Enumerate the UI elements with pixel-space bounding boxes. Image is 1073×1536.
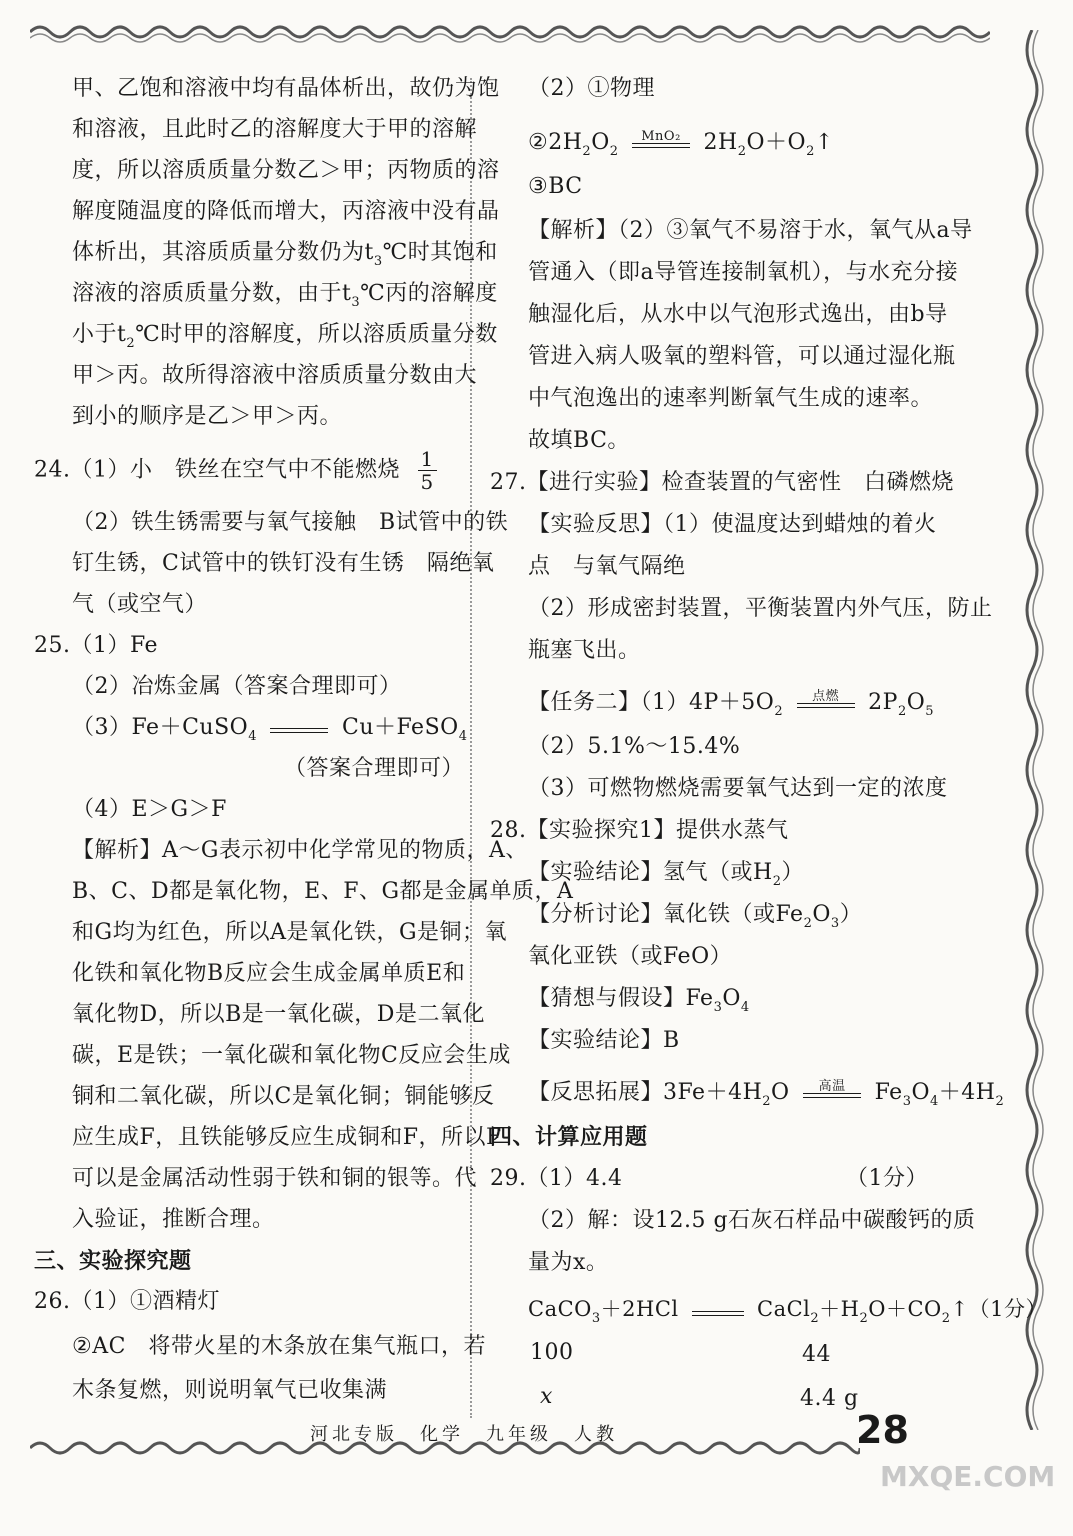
section-heading-4: 四、计算应用题	[490, 1124, 648, 1150]
text-span: Fe	[874, 1080, 903, 1105]
text-span: ℃时甲的溶解度，所以溶质质量分数	[135, 322, 498, 347]
subscript: 2	[126, 336, 136, 351]
equation-line	[528, 1294, 1047, 1328]
text-line: 钉生锈，C试管中的铁钉没有生锈 隔绝氧	[72, 551, 495, 576]
text-line: 木条复燃，则说明氧气已收集满	[72, 1378, 388, 1403]
question-25-line-1: 25.（1）Fe	[34, 633, 159, 658]
text-line	[528, 900, 862, 933]
analysis-line: 应生成F，且铁能够反应生成铜和F，所以F	[72, 1125, 502, 1150]
fraction-denominator: 5	[420, 470, 434, 494]
text-span: O	[911, 1080, 931, 1105]
text-span: ↑	[814, 130, 834, 155]
analysis-line: 化铁和氧化物B反应会生成金属单质E和	[72, 961, 466, 986]
fraction-one-fifth	[418, 448, 437, 493]
text-line: （2）冶炼金属（答案合理即可）	[72, 674, 402, 699]
subscript: 2	[609, 144, 619, 159]
text-span: O＋O	[746, 130, 807, 155]
text-line: ②AC 将带火星的木条放在集气瓶口，若	[72, 1334, 486, 1359]
molar-mass-caco3: 100	[530, 1340, 574, 1365]
text-line	[72, 238, 498, 271]
text-span: 体析出，其溶质质量分数仍为t	[72, 240, 374, 265]
subscript: 4	[740, 1000, 750, 1015]
section-heading-3: 三、实验探究题	[34, 1248, 192, 1274]
text-line: 氧化亚铁（或FeO）	[528, 944, 733, 969]
page-footer: 河北专版 化学 九年级 人教	[310, 1424, 618, 1445]
text-line: 解度随温度的降低而增大，丙溶液中没有晶	[72, 199, 500, 224]
subscript: 2	[737, 144, 747, 159]
molar-mass-co2: 44	[802, 1342, 831, 1367]
text-line: 【实验反思】（1）使温度达到蜡烛的着火	[528, 512, 937, 537]
subscript: 2	[774, 704, 784, 719]
subscript: 2	[803, 916, 813, 931]
points-label: （1分）	[846, 1166, 928, 1191]
subscript: 4	[930, 1094, 939, 1109]
text-line: （2）5.1%～15.4%	[528, 734, 741, 759]
text-line: （4）E＞G＞F	[72, 797, 227, 822]
text-span: O	[906, 690, 926, 715]
condition-label: 点燃	[812, 689, 840, 704]
subscript: 2	[806, 144, 815, 159]
text-line: 甲＞丙。故所得溶液中溶质质量分数由大	[72, 363, 478, 388]
analysis-line: 故填BC。	[528, 428, 630, 453]
subscript: 2	[941, 1311, 951, 1326]
text-span: ＋4H	[938, 1080, 996, 1105]
subscript: 2	[859, 1311, 869, 1326]
equation-line	[528, 128, 834, 161]
subscript: 4	[248, 729, 257, 744]
text-line: （2）形成密封装置，平衡装置内外气压，防止	[528, 596, 993, 621]
subscript: 2	[897, 704, 907, 719]
text-span: CaCl	[757, 1297, 811, 1321]
subscript: 3	[591, 1311, 601, 1326]
text-line: （2）①物理	[528, 76, 655, 101]
text-span: ＋2HCl	[600, 1297, 679, 1321]
text-line: 度，所以溶质质量分数乙＞甲；丙物质的溶	[72, 158, 500, 183]
subscript: 4	[458, 729, 468, 744]
text-span: ↑（1分）	[950, 1297, 1048, 1321]
reaction-equals-sign	[268, 713, 330, 743]
unknown-x: x	[540, 1384, 553, 1409]
equation-line	[528, 1078, 1004, 1111]
text-line: 瓶塞飞出。	[528, 638, 641, 663]
text-span: O＋CO	[868, 1297, 942, 1321]
text-span: 【实验结论】氢气（或H	[528, 860, 773, 885]
subscript: 2	[810, 1311, 820, 1326]
text-span: O	[812, 902, 831, 927]
subscript: 3	[902, 1094, 912, 1109]
text-span: ）	[839, 902, 863, 927]
analysis-line: 中气泡逸出的速率判断氧气生成的速率。	[528, 386, 934, 411]
question-26-line-1: 26.（1）①酒精灯	[34, 1289, 220, 1314]
co2-mass: 4.4 g	[800, 1386, 859, 1411]
subscript: 3	[713, 1000, 723, 1015]
text-line	[528, 984, 750, 1017]
text-span: O	[722, 986, 741, 1011]
subscript: 5	[925, 704, 935, 719]
reaction-condition	[630, 128, 692, 158]
text-span: 小于t	[72, 322, 127, 347]
reaction-condition	[795, 688, 857, 718]
question-24-line-1	[34, 448, 437, 493]
text-line: 量为x。	[528, 1250, 609, 1275]
analysis-line: 【解析】（2）③氧气不易溶于水，氧气从a导	[528, 218, 973, 243]
text-span: 24.（1）小 铁丝在空气中不能燃烧	[34, 457, 400, 483]
text-span: ℃时其饱和	[382, 240, 498, 265]
analysis-line: 管进入病人吸氧的塑料管，可以通过湿化瓶	[528, 344, 956, 369]
subscript: 3	[373, 254, 383, 269]
equation-line	[528, 688, 934, 721]
catalyst-label: MnO₂	[641, 129, 681, 144]
text-line	[528, 858, 804, 891]
analysis-line: 触湿化后，从水中以气泡形式逸出，由b导	[528, 302, 948, 327]
text-span: O	[591, 130, 610, 155]
watermark: MXQE.COM	[880, 1460, 1056, 1493]
text-line	[72, 320, 498, 353]
analysis-line: 【解析】A～G表示初中化学常见的物质，A、	[72, 838, 528, 863]
text-line: （2）解：设12.5 g石灰石样品中碳酸钙的质	[528, 1208, 976, 1233]
text-span: ）	[781, 860, 804, 885]
subscript: 3	[351, 295, 361, 310]
text-line: ③BC	[528, 174, 583, 199]
page-number: 28	[856, 1408, 909, 1452]
analysis-line: 铜和二氧化碳，所以C是氧化铜；铜能够反	[72, 1084, 495, 1109]
answer-note: （答案合理即可）	[284, 756, 465, 781]
text-span: 【猜想与假设】Fe	[528, 986, 714, 1011]
analysis-line: 和G均为红色，所以A是氧化铁，G是铜；氧	[72, 920, 508, 945]
text-line: （3）可燃物燃烧需要氧气达到一定的浓度	[528, 776, 948, 801]
text-span: 溶液的溶质质量分数，由于t	[72, 281, 352, 306]
subscript: 3	[830, 916, 840, 931]
analysis-line: B、C、D都是氧化物，E、F、G都是金属单质，A	[72, 879, 574, 904]
subscript: 2	[762, 1094, 772, 1109]
text-span: Cu＋FeSO	[341, 715, 459, 740]
text-line: 【实验结论】B	[528, 1028, 680, 1053]
analysis-line: 可以是金属活动性弱于铁和铜的银等。代	[72, 1166, 478, 1191]
text-span: 2H	[703, 130, 738, 155]
top-border-decoration	[30, 18, 990, 46]
text-line: 点 与氧气隔绝	[528, 554, 686, 579]
analysis-line: 氧化物D，所以B是一氧化碳，D是二氧化	[72, 1002, 485, 1027]
text-span: 【任务二】（1）4P＋5O	[528, 690, 775, 715]
text-line: 甲、乙饱和溶液中均有晶体析出，故仍为饱	[72, 76, 500, 101]
question-29-line-1: 29.（1）4.4	[490, 1166, 623, 1191]
condition-label: 高温	[818, 1079, 846, 1094]
text-line: 气（或空气）	[72, 592, 208, 617]
reaction-condition	[801, 1078, 863, 1108]
text-span: （3）Fe＋CuSO	[72, 715, 249, 740]
text-span: ＋H	[819, 1297, 860, 1321]
analysis-line: 碳，E是铁；一氧化碳和氧化物C反应会生成	[72, 1043, 511, 1068]
subscript: 2	[772, 874, 782, 889]
analysis-line: 入验证，推断合理。	[72, 1207, 275, 1232]
text-span: CaCO	[528, 1297, 592, 1321]
text-span: 【反思拓展】3Fe＋4H	[528, 1080, 763, 1105]
analysis-line: 管通入（即a导管连接制氧机），与水充分接	[528, 260, 959, 285]
right-border-decoration	[1019, 30, 1045, 1430]
text-span: ②2H	[528, 130, 583, 155]
text-span: 2P	[868, 690, 898, 715]
text-line: 和溶液，且此时乙的溶解度大于甲的溶解	[72, 117, 478, 142]
reaction-equals-sign	[690, 1296, 746, 1326]
text-span: 【分析讨论】氧化铁（或Fe	[528, 902, 804, 927]
fraction-numerator: 1	[418, 448, 437, 471]
text-line: 到小的顺序是乙＞甲＞丙。	[72, 404, 343, 429]
text-span: ℃丙的溶解度	[360, 281, 498, 306]
question-27-line-1: 27.【进行实验】检查装置的气密性 白磷燃烧	[490, 470, 954, 495]
subscript: 2	[582, 144, 592, 159]
text-line	[72, 279, 498, 312]
equation-line	[72, 713, 467, 746]
text-span: O	[771, 1080, 790, 1105]
question-28-line-1: 28.【实验探究1】提供水蒸气	[490, 818, 789, 843]
subscript: 2	[995, 1094, 1005, 1109]
text-line: （2）铁生锈需要与氧气接触 B试管中的铁	[72, 510, 509, 535]
